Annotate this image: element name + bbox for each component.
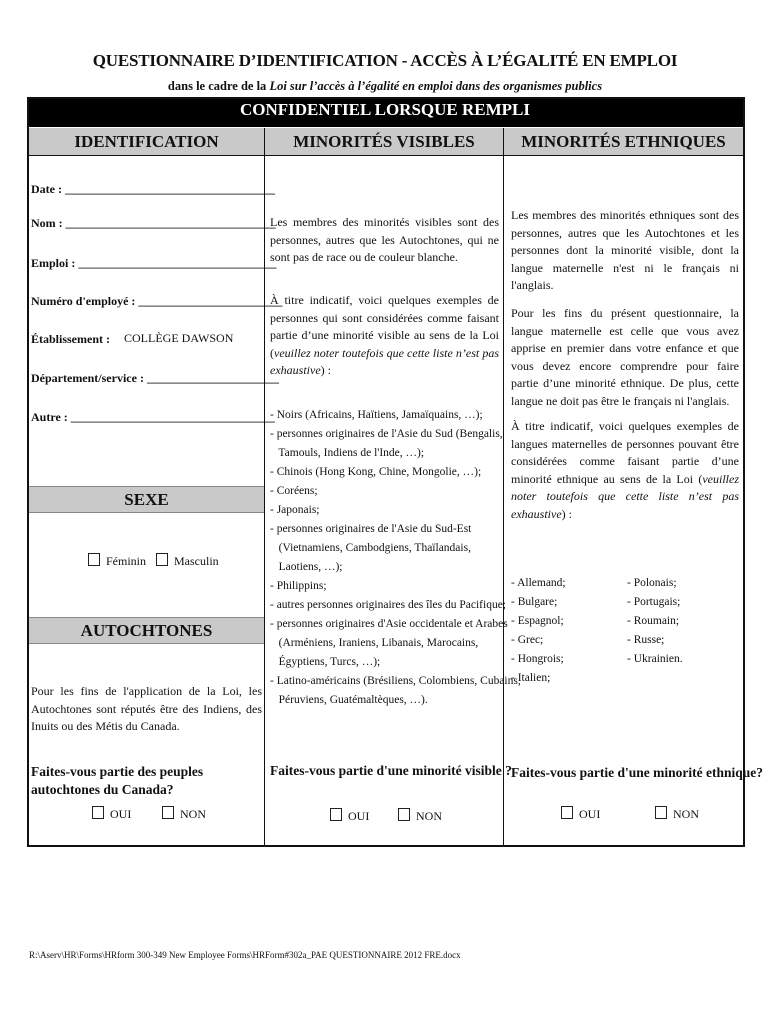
ethnic-language-item: - Portugais; [627, 596, 681, 608]
indigenous-no-option[interactable] [162, 806, 206, 822]
column-divider-1 [264, 128, 265, 845]
male-option[interactable] [156, 553, 219, 569]
visible-example-item: Égyptiens, Turcs, …); [270, 656, 381, 668]
visible-example-item: Laotiens, …); [270, 561, 343, 573]
indigenous-yes-label: OUI [110, 807, 132, 821]
visible-example-item: - Noirs (Africains, Haïtiens, Jamaïquains, …); [270, 409, 483, 421]
visible-yes-checkbox[interactable] [330, 808, 342, 821]
establishment-value: COLLÈGE DAWSON [124, 331, 234, 345]
visible-example-item: - Japonais; [270, 504, 320, 516]
ethnic-language-item: - Grec; [511, 634, 544, 646]
ethnic-definition: Les membres des minorités ethniques sont des personnes, autres que les Autochtones et les personnes dont la minorité visible, dont la langue maternelle n'est ni le français ni l'anglais. [511, 208, 739, 292]
ethnic-language-item: - Allemand; [511, 577, 566, 589]
visible-yes-option[interactable] [330, 808, 369, 824]
visible-intro-text: À titre indicatif, voici quelques exemples de personnes qui sont considérées comme faisant partie d’une minorité visible au sens de la Loi ( [270, 293, 499, 360]
ethnic-yes-label: OUI [579, 807, 601, 821]
subtitle-text: dans le cadre de la [167, 79, 270, 93]
job-field[interactable]: Emploi : _________________________________ [31, 256, 277, 270]
indigenous-yes-checkbox[interactable] [92, 806, 104, 819]
file-path-footer: R:\Aserv\HR\Forms\HRform 300-349 New Employee Forms\HRForm#302a_PAE QUESTIONNAIRE 2012 FRE.docx [29, 950, 461, 960]
indigenous-no-label: NON [180, 807, 206, 821]
department-field[interactable]: Département/service : ______________________ [31, 371, 279, 385]
ethnic-language-item: - Polonais; [627, 577, 677, 589]
visible-no-option[interactable] [398, 808, 442, 824]
male-label: Masculin [174, 554, 219, 568]
visible-examples-list [270, 406, 521, 710]
indigenous-no-checkbox[interactable] [162, 806, 174, 819]
ethnic-intro-note: veuillez noter toutefois que cette liste n’est pas exhaustive [511, 471, 739, 521]
visible-example-item: - personnes originaires d'Asie occidentale et Arabes [270, 618, 508, 630]
ethnic-no-option[interactable] [655, 806, 699, 822]
ethnic-languages-list-left [511, 574, 566, 688]
document-title: QUESTIONNAIRE D’IDENTIFICATION - ACCÈS À L’ÉGALITÉ EN EMPLOI [92, 51, 678, 70]
indigenous-yes-option[interactable] [92, 806, 131, 822]
ethnic-yes-option[interactable] [561, 806, 600, 822]
visible-example-item: - Latino-américains (Brésiliens, Colombiens, Cubains, [270, 675, 521, 687]
visible-example-item: - Coréens; [270, 485, 318, 497]
ethnic-language-item: - Bulgare; [511, 596, 558, 608]
employee-number-field[interactable]: Numéro d'employé : ________________________ [31, 294, 283, 308]
visible-example-item: - personnes originaires de l'Asie du Sud (Bengalis, [270, 428, 503, 440]
visible-yes-label: OUI [348, 809, 370, 823]
ethnic-minorities-heading: MINORITÉS ETHNIQUES [504, 128, 743, 156]
date-field[interactable]: Date : ___________________________________ [31, 182, 275, 196]
visible-intro-end: ) : [320, 363, 331, 377]
visible-intro-note: veuillez noter toutefois que cette liste n’est pas exhaustive [270, 345, 499, 377]
ethnic-language-item: - Russe; [627, 634, 665, 646]
visible-no-label: NON [416, 809, 442, 823]
visible-no-checkbox[interactable] [398, 808, 410, 821]
visible-example-item: Tamouls, Indiens de l'Inde, …); [270, 447, 425, 459]
confidential-label: CONFIDENTIEL LORSQUE REMPLI [240, 100, 530, 119]
visible-example-item: - Chinois (Hong Kong, Chine, Mongolie, …); [270, 466, 482, 478]
establishment-label: Établissement : [31, 332, 110, 346]
ethnic-intro-text: À titre indicatif, voici quelques exemples de langues maternelles de personnes pouvant être considérées comme faisant partie d’une minorité ethnique au sens de la Loi ( [511, 419, 739, 486]
visible-question: Faites-vous partie d'une minorité visible ? [270, 763, 512, 778]
female-checkbox[interactable] [88, 553, 100, 566]
indigenous-definition: Pour les fins de l'application de la Loi, les Autochtones sont réputés être des Indiens, des Inuits ou des Métis du Canada. [31, 684, 262, 733]
female-label: Féminin [106, 554, 147, 568]
ethnic-examples-intro [511, 418, 739, 523]
visible-definition: Les membres des minorités visibles sont des personnes, autres que les Autochtones, qui ne sont pas de race ou de couleur blanche. [270, 215, 499, 264]
ethnic-language-item: - Roumain; [627, 615, 680, 627]
female-option[interactable] [88, 553, 146, 569]
visible-example-item: (Arméniens, Iraniens, Libanais, Marocains, [270, 637, 479, 649]
ethnic-language-item: - Ukrainien. [627, 653, 683, 665]
ethnic-language-item: - Espagnol; [511, 615, 564, 627]
other-field[interactable]: Autre : __________________________________ [31, 410, 275, 424]
male-checkbox[interactable] [156, 553, 168, 566]
name-field[interactable]: Nom : ___________________________________ [31, 216, 276, 230]
ethnic-yes-checkbox[interactable] [561, 806, 573, 819]
ethnic-mother-tongue-text: Pour les fins du présent questionnaire, la langue maternelle est celle que vous avez apprise en premier dans votre enfance et que vous devez encore comprendre pour faire partie d’une minorité ethnique. De plus, cette langue ne doit pas être le français ni l'anglais. [511, 306, 739, 408]
visible-example-item: - Philippins; [270, 580, 327, 592]
visible-examples-intro [270, 292, 499, 380]
ethnic-intro-end: ) : [561, 506, 572, 521]
column-divider-2 [503, 128, 504, 845]
visible-minorities-heading: MINORITÉS VISIBLES [265, 128, 503, 156]
ethnic-language-item: - Hongrois; [511, 653, 564, 665]
ethnic-language-item: - Italien; [511, 672, 551, 684]
identification-heading: IDENTIFICATION [29, 128, 264, 156]
ethnic-question: Faites-vous partie d'une minorité ethnique? [511, 765, 763, 780]
indigenous-heading: AUTOCHTONES [29, 617, 264, 644]
document-subtitle [0, 79, 770, 94]
visible-example-item: - autres personnes originaires des îles du Pacifique; [270, 599, 507, 611]
visible-example-item: (Vietnamiens, Cambodgiens, Thaïlandais, [270, 542, 471, 554]
visible-example-item: Péruviens, Guatémaltèques, …). [270, 694, 428, 706]
ethnic-languages-list-right [627, 574, 683, 669]
ethnic-no-checkbox[interactable] [655, 806, 667, 819]
ethnic-no-label: NON [673, 807, 699, 821]
sex-heading: SEXE [29, 486, 264, 513]
visible-example-item: - personnes originaires de l'Asie du Sud-Est [270, 523, 472, 535]
indigenous-question: Faites-vous partie des peuples autochtones du Canada? [31, 764, 204, 797]
subtitle-law-name: Loi sur l’accès à l’égalité en emploi dans des organismes publics [269, 79, 603, 93]
